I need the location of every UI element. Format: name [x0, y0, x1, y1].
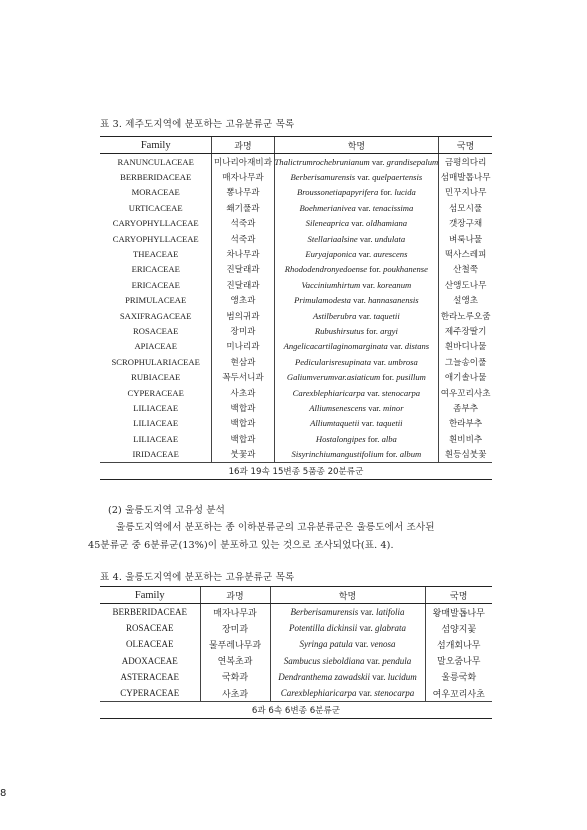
scientific-name-cell: [270, 604, 425, 621]
family-cell: ROSACEAE: [125, 623, 174, 634]
col-scientific-name: 학명: [274, 137, 439, 154]
table-row: [100, 446, 492, 462]
epithet-name: pusillum: [396, 372, 426, 383]
table-row: [100, 416, 492, 431]
genus-name: Sambucus sieboldiana: [283, 655, 365, 666]
col-korean-name: 국명: [439, 137, 492, 154]
korean-name-cell: 여우꼬리사초: [425, 685, 492, 702]
table-row: [100, 308, 492, 323]
ko-family-cell: 진달래과: [212, 262, 274, 277]
table-row: [100, 636, 492, 652]
col-scientific-name: 학명: [270, 587, 425, 604]
korean-name-cell: 산앵도나무: [439, 277, 492, 292]
genus-name: Astilberubra: [313, 310, 357, 321]
section-heading: (2) 울릉도지역 고유성 분석: [108, 505, 226, 516]
genus-name: Dendranthema zawadskii: [278, 671, 370, 682]
ko-family-cell: 범의귀과: [212, 308, 274, 323]
rank-name: var.: [353, 295, 366, 306]
korean-name-cell: 울릉국화: [425, 669, 492, 685]
table-row: [100, 604, 492, 621]
rank-name: var.: [358, 310, 372, 321]
korean-name-cell: 흰등심붓꽃: [439, 446, 492, 462]
ko-family-cell: 물푸레나무과: [200, 636, 270, 652]
col-family: Family: [100, 137, 212, 154]
table3-header-row: [100, 137, 492, 154]
table-row: [100, 262, 492, 277]
scientific-name-cell: [274, 339, 439, 354]
family-cell: PRIMULACEAE: [125, 295, 187, 306]
scientific-name-cell: [274, 154, 439, 170]
table-row: [100, 685, 492, 702]
scientific-name-cell: [274, 369, 439, 384]
epithet-name: glabrata: [374, 623, 406, 634]
epithet-name: lucida: [394, 187, 416, 198]
rank-name: var.: [357, 202, 371, 213]
genus-name: Vacciniumhirtum: [301, 279, 361, 290]
table3-body: [100, 154, 492, 480]
ko-family-cell: 석죽과: [212, 216, 274, 231]
scientific-name-cell: [274, 293, 439, 308]
scientific-name-cell: [270, 653, 425, 669]
ko-family-cell: 미나리과: [212, 339, 274, 354]
korean-name-cell: 금평의다리: [439, 154, 492, 170]
genus-name: Sileneaprica: [305, 218, 350, 229]
scientific-name-cell: [274, 185, 439, 200]
table-row: [100, 400, 492, 415]
rank-name: for.: [366, 325, 378, 336]
total-summary: 6과 6속 6변종 6분류군: [100, 702, 492, 719]
epithet-name: pendula: [382, 655, 412, 666]
table-row: [100, 339, 492, 354]
scientific-name-cell: [274, 200, 439, 215]
epithet-name: koreanum: [377, 279, 412, 290]
ko-family-cell: 매자나무과: [200, 604, 270, 621]
genus-name: Boehmerianivea: [299, 202, 356, 213]
epithet-name: tenacissima: [372, 202, 414, 213]
korean-name-cell: 제주장딸기: [439, 323, 492, 338]
family-cell: LILIACEAE: [133, 402, 179, 413]
rank-name: var.: [362, 279, 376, 290]
korean-name-cell: 설앵초: [439, 293, 492, 308]
rank-name: var.: [372, 671, 386, 682]
paragraph-line-2: 45분류군 중 6분류군(13%)이 분포하고 있는 것으로 조사되었다(표. 4).: [88, 540, 394, 551]
table-row: [100, 369, 492, 384]
scientific-name-cell: [274, 385, 439, 400]
korean-name-cell: 갯장구채: [439, 216, 492, 231]
scientific-name-cell: [274, 400, 439, 415]
family-cell: BERBERIDACEAE: [112, 607, 187, 618]
rank-name: var.: [360, 607, 374, 618]
epithet-name: hannasanensis: [367, 295, 419, 306]
table4-header-row: [100, 587, 492, 604]
table-row: [100, 154, 492, 170]
genus-name: Pedicularisresupinata: [294, 356, 372, 367]
ko-family-cell: 백합과: [212, 416, 274, 431]
korean-name-cell: 산철쭉: [439, 262, 492, 277]
family-cell: ERICACEAE: [131, 279, 180, 290]
family-cell: ADOXACEAE: [121, 655, 178, 666]
rank-name: for.: [367, 433, 380, 444]
rank-name: var.: [371, 156, 385, 167]
scientific-name-cell: [274, 216, 439, 231]
family-cell: APIACEAE: [134, 341, 177, 352]
genus-name: Stellariaalsine: [307, 233, 358, 244]
ko-family-cell: 석죽과: [212, 231, 274, 246]
korean-name-cell: 섬매발톱나무: [439, 169, 492, 184]
rank-name: var.: [366, 655, 380, 666]
korean-name-cell: 벼룩나물: [439, 231, 492, 246]
table4: [100, 586, 492, 719]
table3: [100, 136, 492, 480]
ko-family-cell: 사초과: [212, 385, 274, 400]
epithet-name: stenocarpa: [381, 387, 421, 398]
scientific-name-cell: [274, 277, 439, 292]
genus-name: Syringa patula: [299, 639, 353, 650]
total-row: [100, 702, 492, 719]
ko-family-cell: 꼭두서니과: [212, 369, 274, 384]
korean-name-cell: 섬모시풀: [439, 200, 492, 215]
total-summary: 16과 19속 15변종 5품종 20분류군: [100, 462, 492, 479]
genus-name: Rhododendronyedoense: [284, 264, 368, 275]
family-cell: ERICACEAE: [131, 264, 180, 275]
epithet-name: quelpaertensis: [372, 172, 423, 183]
korean-name-cell: 한라노루오줌: [439, 308, 492, 323]
paragraph-line-1: 울릉도지역에서 분포하는 종 이하분류군의 고유분류군은 울릉도에서 조사된: [116, 522, 435, 533]
epithet-name: album: [399, 449, 422, 460]
table-row: [100, 385, 492, 400]
col-ko-family: 과명: [212, 137, 274, 154]
scientific-name-cell: [274, 169, 439, 184]
korean-name-cell: 왕매발톱나무: [425, 604, 492, 621]
ko-family-cell: 뽕나무과: [212, 185, 274, 200]
korean-name-cell: 여우꼬리사초: [439, 385, 492, 400]
ko-family-cell: 사초과: [200, 685, 270, 702]
ko-family-cell: 붓꽃과: [212, 446, 274, 462]
table-row: [100, 231, 492, 246]
family-cell: ASTERACEAE: [120, 671, 179, 682]
epithet-name: minor: [383, 402, 404, 413]
family-cell: LILIACEAE: [133, 418, 179, 429]
table-row: [100, 216, 492, 231]
rank-name: var.: [359, 623, 373, 634]
ko-family-cell: 국화과: [200, 669, 270, 685]
genus-name: Rubushirsutus: [314, 325, 365, 336]
genus-name: Potentilla dickinsii: [288, 623, 358, 634]
genus-name: Thalictrumrochebrunianum: [274, 156, 370, 167]
genus-name: Hostalongipes: [315, 433, 366, 444]
scientific-name-cell: [274, 416, 439, 431]
epithet-name: venosa: [370, 639, 396, 650]
scientific-name-cell: [270, 669, 425, 685]
epithet-name: undulata: [374, 233, 406, 244]
korean-name-cell: 한라부추: [439, 416, 492, 431]
table-row: [100, 246, 492, 261]
total-row: [100, 462, 492, 479]
ko-family-cell: 백합과: [212, 431, 274, 446]
rank-name: var.: [351, 218, 364, 229]
scientific-name-cell: [274, 354, 439, 369]
genus-name: Alliumtaquetii: [310, 418, 360, 429]
epithet-name: stenocarpa: [374, 688, 415, 699]
table-row: [100, 277, 492, 292]
family-cell: CARYOPHYLLACEAE: [112, 233, 199, 244]
epithet-name: latifolia: [375, 607, 405, 618]
korean-name-cell: 그늘송이풀: [439, 354, 492, 369]
scientific-name-cell: [274, 231, 439, 246]
genus-name: Primulamodesta: [294, 295, 351, 306]
epithet-name: lucidum: [387, 671, 417, 682]
rank-name: var.: [359, 233, 373, 244]
table3-caption: 표 3. 제주도지역에 분포하는 고유분류군 목록: [100, 119, 295, 130]
scientific-name-cell: [270, 685, 425, 702]
col-korean-name: 국명: [425, 587, 492, 604]
col-ko-family: 과명: [200, 587, 270, 604]
scientific-name-cell: [274, 431, 439, 446]
scientific-name-cell: [274, 246, 439, 261]
ko-family-cell: 매자나무과: [212, 169, 274, 184]
genus-name: Angelicacartilaginomarginata: [283, 341, 388, 352]
table4-body: [100, 604, 492, 719]
ko-family-cell: 현삼과: [212, 354, 274, 369]
epithet-name: umbrosa: [388, 356, 418, 367]
family-cell: THEACEAE: [133, 249, 179, 260]
family-cell: MORACEAE: [131, 187, 180, 198]
family-cell: RANUNCULACEAE: [117, 156, 194, 167]
table4-caption: 표 4. 울릉도지역에 분포하는 고유분류군 목록: [100, 572, 295, 583]
table-row: [100, 431, 492, 446]
rank-name: for.: [369, 264, 381, 275]
family-cell: BERBERIDACEAE: [120, 172, 192, 183]
table-row: [100, 323, 492, 338]
genus-name: Carexblephiaricarpa: [280, 688, 357, 699]
epithet-name: taquetii: [373, 310, 400, 321]
ko-family-cell: 백합과: [212, 400, 274, 415]
family-cell: RUBIACEAE: [131, 372, 181, 383]
korean-name-cell: 민꾸지나무: [439, 185, 492, 200]
family-cell: CYPERACEAE: [127, 387, 184, 398]
page-number: 8: [0, 788, 7, 799]
ko-family-cell: 장미과: [200, 620, 270, 636]
rank-name: var.: [357, 172, 370, 183]
ko-family-cell: 장미과: [212, 323, 274, 338]
family-cell: SCROPHULARIACEAE: [111, 356, 200, 367]
family-cell: URTICACEAE: [128, 202, 183, 213]
rank-name: var.: [361, 418, 375, 429]
genus-name: Broussonetiapapyrifera: [296, 187, 379, 198]
rank-name: var.: [389, 341, 403, 352]
rank-name: for.: [380, 187, 393, 198]
korean-name-cell: 섬개회나무: [425, 636, 492, 652]
ko-family-cell: 진달래과: [212, 277, 274, 292]
epithet-name: taquetii: [376, 418, 403, 429]
rank-name: for.: [382, 372, 395, 383]
scientific-name-cell: [274, 308, 439, 323]
rank-name: var.: [368, 402, 381, 413]
col-family: Family: [100, 587, 200, 604]
korean-name-cell: 좀부추: [439, 400, 492, 415]
korean-name-cell: 흰바디나물: [439, 339, 492, 354]
scientific-name-cell: [270, 620, 425, 636]
rank-name: var.: [358, 688, 372, 699]
scientific-name-cell: [274, 262, 439, 277]
epithet-name: grandisepalum: [386, 156, 439, 167]
table-row: [100, 185, 492, 200]
family-cell: ROSACEAE: [133, 325, 179, 336]
genus-name: Galiumverumvar.asiaticum: [286, 372, 381, 383]
family-cell: CARYOPHYLLACEAE: [112, 218, 199, 229]
epithet-name: poukhanense: [383, 264, 428, 275]
scientific-name-cell: [274, 446, 439, 462]
rank-name: var.: [355, 639, 369, 650]
rank-name: var.: [373, 356, 386, 367]
korean-name-cell: 떡사스레피: [439, 246, 492, 261]
epithet-name: argyi: [380, 325, 398, 336]
ko-family-cell: 미나리아재비과: [212, 154, 274, 170]
table-row: [100, 200, 492, 215]
korean-name-cell: 애기솔나물: [439, 369, 492, 384]
family-cell: IRIDACEAE: [132, 449, 179, 460]
ko-family-cell: 연복초과: [200, 653, 270, 669]
korean-name-cell: 말오줌나무: [425, 653, 492, 669]
table-row: [100, 653, 492, 669]
epithet-name: oldhamiana: [366, 218, 408, 229]
family-cell: SAXIFRAGACEAE: [119, 310, 192, 321]
table-row: [100, 620, 492, 636]
scientific-name-cell: [270, 636, 425, 652]
table-row: [100, 354, 492, 369]
epithet-name: distans: [404, 341, 430, 352]
rank-name: for.: [385, 449, 398, 460]
ko-family-cell: 차나무과: [212, 246, 274, 261]
epithet-name: aurescens: [373, 249, 408, 260]
korean-name-cell: 흰비비추: [439, 431, 492, 446]
table-row: [100, 293, 492, 308]
genus-name: Euryajaponica: [305, 249, 357, 260]
genus-name: Sisyrinchiumangustifolium: [291, 449, 384, 460]
rank-name: var.: [358, 249, 372, 260]
family-cell: OLEACEAE: [126, 639, 174, 650]
epithet-name: alba: [381, 433, 397, 444]
ko-family-cell: 쐐기풀과: [212, 200, 274, 215]
table-row: [100, 169, 492, 184]
family-cell: CYPERACEAE: [120, 688, 180, 699]
ko-family-cell: 앵초과: [212, 293, 274, 308]
scientific-name-cell: [274, 323, 439, 338]
table-row: [100, 669, 492, 685]
genus-name: Berberisamurensis: [290, 607, 359, 618]
korean-name-cell: 섬양지꽃: [425, 620, 492, 636]
rank-name: var.: [367, 387, 380, 398]
family-cell: LILIACEAE: [133, 433, 179, 444]
genus-name: Carexblephiaricarpa: [292, 387, 365, 398]
genus-name: Alliumsenescens: [309, 402, 367, 413]
genus-name: Berberisamurensis: [290, 172, 356, 183]
